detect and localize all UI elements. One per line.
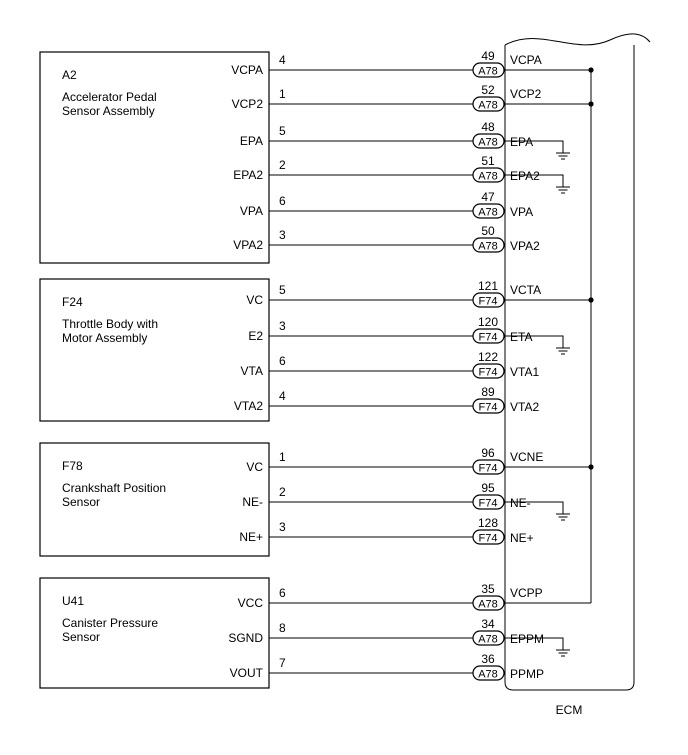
sensor-pin-number: 6	[279, 354, 286, 368]
terminal-label: VCP2	[231, 97, 263, 111]
sensor-pin-number: 1	[279, 450, 286, 464]
ecm-terminal-label: VTA2	[510, 400, 540, 414]
connector-label: A78	[478, 668, 498, 681]
component-name: Accelerator Pedal	[62, 90, 157, 104]
terminal-label: SGND	[228, 631, 263, 645]
wire-vpa2	[233, 224, 540, 253]
ecm-pin-number: 52	[481, 83, 495, 97]
ecm-pin-number: 49	[481, 49, 495, 63]
ecm-pin-number: 122	[477, 350, 499, 364]
ecm-pin-number: 89	[481, 385, 495, 399]
terminal-label: VTA2	[233, 399, 263, 413]
wire-ne-	[242, 481, 570, 520]
ecm-pin-number: 35	[481, 582, 495, 596]
sensor-pin-number: 8	[279, 621, 286, 635]
wire-vcpp	[238, 582, 591, 611]
sensor-pin-number: 4	[279, 53, 286, 67]
connector-label: F74	[478, 366, 498, 379]
ecm-terminal-label: PPMP	[510, 667, 545, 681]
wire-ppmp	[230, 652, 544, 681]
component-a2	[40, 49, 594, 263]
wire-vcne	[246, 446, 593, 475]
ecm-terminal-label: VCPA	[510, 53, 542, 67]
ecm-terminal-label: VCTA	[510, 283, 542, 297]
ecm-break-line	[505, 34, 650, 45]
sensor-pin-number: 2	[279, 485, 286, 499]
ecm-pin-number: 48	[481, 120, 495, 134]
ecm-terminal-label: VPA	[510, 205, 534, 219]
ecm-terminal-label: EPA2	[510, 169, 540, 183]
ecm-pin-number: 47	[481, 190, 495, 204]
ecm-terminal-label: VPA2	[510, 239, 540, 253]
sensor-pin-number: 6	[279, 586, 286, 600]
sensor-pin-number: 5	[279, 124, 286, 138]
connector-label: A78	[478, 65, 498, 78]
ecm-terminal-label: NE-	[510, 496, 531, 510]
wire-vcpa	[231, 49, 593, 78]
connector-label: F74	[478, 532, 498, 545]
connector-label: F74	[478, 401, 498, 414]
ecm-pin-number: 96	[481, 446, 495, 460]
wire-vta1	[241, 350, 540, 379]
ecm-terminal-label: EPA	[510, 135, 534, 149]
terminal-label: EPA	[239, 134, 263, 148]
ecm-pin-number: 34	[481, 617, 495, 631]
sensor-pin-number: 5	[279, 283, 286, 297]
wire-vpa	[240, 190, 533, 219]
terminal-label: VCPA	[231, 63, 263, 77]
connector-label: A78	[478, 170, 498, 183]
ecm-terminal-label: EPPM	[510, 632, 545, 646]
connector-label: A78	[478, 633, 498, 646]
sensor-pin-number: 3	[279, 319, 286, 333]
ecm-terminal-label: VCPP	[510, 586, 543, 600]
sensor-pin-number: 1	[279, 87, 286, 101]
ecm-pin-number: 51	[481, 154, 495, 168]
terminal-label: E2	[248, 329, 263, 343]
terminal-label: NE+	[239, 530, 263, 544]
wire-vta2	[234, 385, 540, 414]
ecm-terminal-label: ETA	[510, 330, 533, 344]
terminal-label: VOUT	[229, 666, 263, 680]
terminal-label: NE-	[242, 495, 263, 509]
connector-label: F74	[478, 462, 498, 475]
component-name: Canister Pressure	[62, 616, 159, 630]
wire-vcp2	[232, 83, 594, 112]
component-name: Sensor	[62, 495, 101, 509]
component-id: A2	[62, 68, 77, 82]
wire-epa2	[233, 154, 570, 193]
sensor-pin-number: 4	[279, 389, 286, 403]
ecm-pin-number: 121	[477, 279, 499, 293]
ecm-terminal-label: VTA1	[510, 365, 540, 379]
wire-eppm	[228, 617, 570, 656]
component-name: Sensor	[62, 630, 101, 644]
sensor-pin-number: 3	[279, 520, 286, 534]
terminal-label: VPA	[239, 204, 263, 218]
connector-label: A78	[478, 99, 498, 112]
terminal-label: VPA2	[233, 238, 263, 252]
sensor-pin-number: 7	[279, 656, 286, 670]
connector-label: A78	[478, 598, 498, 611]
component-box	[40, 52, 269, 263]
connector-label: A78	[478, 136, 498, 149]
terminal-label: VC	[246, 293, 263, 307]
component-f78	[40, 443, 594, 556]
component-name: Sensor Assembly	[62, 104, 155, 118]
connector-label: F74	[478, 331, 498, 344]
ecm-terminal-label: VCNE	[510, 450, 544, 464]
ecm-pin-number: 120	[477, 315, 499, 329]
wire-eta	[248, 315, 570, 354]
component-name: Crankshaft Position	[62, 481, 167, 495]
ecm-pin-number: 50	[481, 224, 495, 238]
connector-label: A78	[478, 206, 498, 219]
component-id: F24	[62, 295, 83, 309]
wire-vcta	[246, 279, 593, 308]
wire-ne-	[239, 516, 533, 545]
component-id: U41	[62, 594, 85, 608]
component-name: Throttle Body with	[62, 317, 159, 331]
sensor-pin-number: 2	[279, 158, 286, 172]
connector-label: F74	[478, 295, 498, 308]
terminal-label: VCC	[237, 596, 263, 610]
connector-label: A78	[478, 240, 498, 253]
terminal-label: EPA2	[233, 168, 263, 182]
component-f24	[40, 279, 594, 421]
component-id: F78	[62, 459, 83, 473]
wire-epa	[240, 120, 570, 159]
terminal-label: VTA	[240, 364, 263, 378]
sensor-pin-number: 3	[279, 228, 286, 242]
ecm-label: ECM	[555, 703, 583, 717]
sensor-pin-number: 6	[279, 194, 286, 208]
connector-label: F74	[478, 497, 498, 510]
ecm-terminal-label: NE+	[510, 531, 534, 545]
ecm-pin-number: 128	[477, 516, 499, 530]
component-u41	[40, 578, 591, 688]
ecm-pin-number: 95	[481, 481, 495, 495]
component-name: Motor Assembly	[62, 331, 148, 345]
ecm-terminal-label: VCP2	[510, 87, 542, 101]
terminal-label: VC	[246, 460, 263, 474]
ecm-pin-number: 36	[481, 652, 495, 666]
